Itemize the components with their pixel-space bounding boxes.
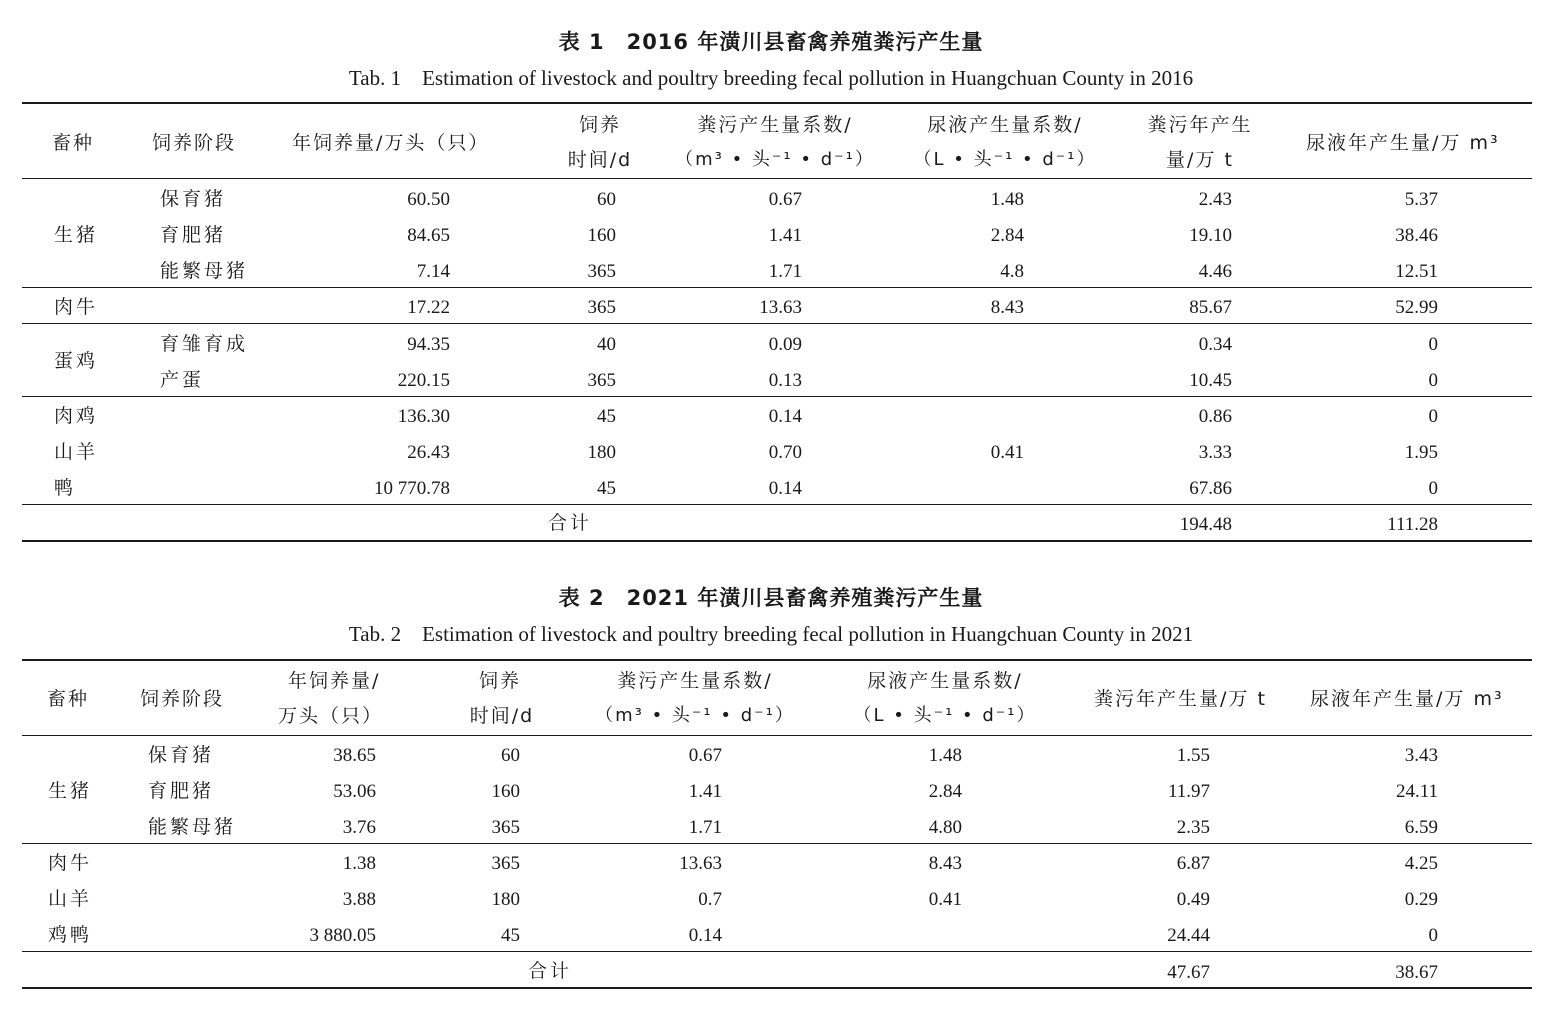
table1-row2-feces-coef: 1.41 — [768, 225, 802, 246]
table1-total-label: 合计 — [548, 512, 593, 534]
table1-row4-days: 365 — [587, 297, 616, 318]
table2-header-urine-coef-2: （L • 头⁻¹ • d⁻¹） — [853, 705, 1037, 726]
table1-row9-species: 鸭 — [54, 477, 77, 499]
table1-row6-feces-coef: 0.13 — [768, 370, 802, 391]
table2-header-urine-coef-1: 尿液产生量系数/ — [867, 670, 1023, 692]
table2-row4-urine-coef: 8.43 — [928, 853, 962, 874]
table2-header-days-1: 饲养 — [478, 670, 521, 692]
table2-header-feces-year: 粪污年产生量/万 t — [1094, 688, 1267, 710]
table1-row7-urine-year: 0 — [1428, 406, 1438, 427]
table2-row2-stage: 育肥猪 — [148, 780, 215, 802]
table2-row6-days: 45 — [501, 925, 520, 946]
table1-row4-amount: 17.22 — [407, 297, 450, 318]
table1-row8-urine-year: 1.95 — [1404, 442, 1438, 463]
table2-row6-species: 鸡鸭 — [48, 924, 93, 946]
table2-row5-species: 山羊 — [48, 888, 93, 910]
table1-row2-urine-coef: 2.84 — [990, 225, 1024, 246]
table2-row3-urine-year: 6.59 — [1404, 817, 1438, 838]
table1-row5-feces-year: 0.34 — [1198, 334, 1232, 355]
table1-row7-species: 肉鸡 — [54, 405, 99, 427]
table1-row8-species: 山羊 — [54, 441, 99, 463]
table2-row1-stage: 保育猪 — [148, 744, 215, 766]
table1-row2-urine-year: 38.46 — [1395, 225, 1438, 246]
table2-caption-en: Tab. 2 Estimation of livestock and poultry breeding fecal pollution in Huangchuan County in 2021 — [348, 622, 1194, 646]
table1-row9-amount: 10 770.78 — [374, 478, 450, 499]
table1-row8-days: 180 — [587, 442, 616, 463]
table1-row6-urine-year: 0 — [1428, 370, 1438, 391]
table2-header-amount-2: 万头（只） — [278, 705, 384, 727]
table1-row1-days: 60 — [597, 189, 616, 210]
table1-total-urine-year: 111.28 — [1387, 514, 1438, 535]
table2-row3-feces-year: 2.35 — [1176, 817, 1210, 838]
table1-row5-urine-year: 0 — [1428, 334, 1438, 355]
table1-row6-days: 365 — [587, 370, 616, 391]
table1-row3-stage: 能繁母猪 — [160, 260, 249, 282]
table1-row2-stage: 育肥猪 — [160, 224, 227, 246]
table1-row3-feces-year: 4.46 — [1198, 261, 1232, 282]
table1-caption-cn: 表 1 2016 年潢川县畜禽养殖粪污产生量 — [558, 30, 984, 54]
table2-row1-amount: 38.65 — [333, 745, 376, 766]
table1-row6-stage: 产蛋 — [160, 369, 205, 391]
table1-row4-species: 肉牛 — [54, 296, 99, 318]
table2-row2-feces-coef: 1.41 — [688, 781, 722, 802]
table2-row6-feces-coef: 0.14 — [688, 925, 722, 946]
table1-caption-en: Tab. 1 Estimation of livestock and poultry breeding fecal pollution in Huangchuan County in 2016 — [348, 66, 1194, 90]
table2-row4-feces-year: 6.87 — [1176, 853, 1210, 874]
table1-header-urine-year: 尿液年产生量/万 m³ — [1306, 132, 1500, 154]
table2-header-species: 畜种 — [47, 688, 90, 710]
table1-row3-feces-coef: 1.71 — [768, 261, 802, 282]
table2-header-amount-1: 年饲养量/ — [288, 670, 381, 692]
table2-header-days-2: 时间/d — [469, 705, 535, 727]
table1-header-stage: 饲养阶段 — [152, 132, 237, 154]
table1-header-species: 畜种 — [52, 132, 95, 154]
table1-row6-amount: 220.15 — [397, 370, 450, 391]
table2-caption-cn: 表 2 2021 年潢川县畜禽养殖粪污产生量 — [558, 586, 984, 610]
table2-row2-days: 160 — [491, 781, 520, 802]
table1-total-feces-year: 194.48 — [1179, 514, 1232, 535]
table1-total-rule — [22, 504, 1532, 505]
table2-header-rule — [22, 735, 1532, 736]
table1-header-days-1: 饲养 — [578, 114, 621, 136]
table1-header-feces-year-1: 粪污年产生 — [1147, 114, 1253, 136]
table2-row5-feces-year: 0.49 — [1176, 889, 1210, 910]
table1-header-urine-coef-2: （L • 头⁻¹ • d⁻¹） — [913, 149, 1097, 170]
table2-row4-species: 肉牛 — [48, 852, 93, 874]
table2-row3-amount: 3.76 — [342, 817, 376, 838]
table1-row5-stage: 育雏育成 — [160, 333, 249, 355]
table2-row1-urine-year: 3.43 — [1404, 745, 1438, 766]
table1-row4-urine-year: 52.99 — [1395, 297, 1438, 318]
table1-row8-feces-year: 3.33 — [1198, 442, 1232, 463]
table2-row5-amount: 3.88 — [342, 889, 376, 910]
table1-egg-hen-species: 蛋鸡 — [54, 350, 99, 372]
table1-row2-days: 160 — [587, 225, 616, 246]
table2-row3-days: 365 — [491, 817, 520, 838]
table1-row4-feces-coef: 13.63 — [759, 297, 802, 318]
table2-row3-stage: 能繁母猪 — [148, 816, 237, 838]
table1-row2-feces-year: 19.10 — [1189, 225, 1232, 246]
table1-group-rule-3 — [22, 396, 1532, 397]
table1-group-rule-2 — [22, 323, 1532, 324]
table2-row2-species: 生猪 — [48, 780, 93, 802]
table1-header-urine-coef-1: 尿液产生量系数/ — [927, 114, 1083, 136]
table1-row1-stage: 保育猪 — [160, 188, 227, 210]
table1-row5-feces-coef: 0.09 — [768, 334, 802, 355]
table1-row8-amount: 26.43 — [407, 442, 450, 463]
table2-row2-urine-coef: 2.84 — [928, 781, 962, 802]
table2-row4-days: 365 — [491, 853, 520, 874]
table1-row4-feces-year: 85.67 — [1189, 297, 1232, 318]
table2-row5-days: 180 — [491, 889, 520, 910]
table1-row7-days: 45 — [597, 406, 616, 427]
table1-row5-amount: 94.35 — [407, 334, 450, 355]
table2-header-feces-coef-2: （m³ • 头⁻¹ • d⁻¹） — [595, 705, 795, 726]
table2-row3-urine-coef: 4.80 — [928, 817, 962, 838]
table1-row8-urine-coef: 0.41 — [990, 442, 1024, 463]
table1-header-rule — [22, 178, 1532, 179]
table2-row5-feces-coef: 0.7 — [698, 889, 722, 910]
table2-row1-urine-coef: 1.48 — [928, 745, 962, 766]
table2-row2-feces-year: 11.97 — [1167, 781, 1210, 802]
table2-row1-feces-coef: 0.67 — [688, 745, 722, 766]
table1-row3-amount: 7.14 — [416, 261, 450, 282]
table1-row1-feces-year: 2.43 — [1198, 189, 1232, 210]
table1-row8-feces-coef: 0.70 — [768, 442, 802, 463]
table2-row5-urine-year: 0.29 — [1404, 889, 1438, 910]
table2-top-rule — [22, 659, 1532, 661]
table1-group-rule-1 — [22, 287, 1532, 288]
table1-row9-feces-year: 67.86 — [1189, 478, 1232, 499]
table1-row3-days: 365 — [587, 261, 616, 282]
table2-total-urine-year: 38.67 — [1395, 962, 1438, 983]
table2-row1-days: 60 — [501, 745, 520, 766]
table2-header-stage: 饲养阶段 — [140, 688, 225, 710]
table2-header-urine-year: 尿液年产生量/万 m³ — [1310, 688, 1504, 710]
table1-row7-feces-year: 0.86 — [1198, 406, 1232, 427]
table1-header-feces-coef-1: 粪污产生量系数/ — [697, 114, 853, 136]
table1-row3-urine-coef: 4.8 — [1000, 261, 1024, 282]
table1-row7-amount: 136.30 — [397, 406, 450, 427]
table2-total-label: 合计 — [528, 960, 573, 982]
table1-row1-urine-coef: 1.48 — [990, 189, 1024, 210]
table1-row2-species: 生猪 — [54, 224, 99, 246]
table2-group-rule-1 — [22, 843, 1532, 844]
table1-row4-urine-coef: 8.43 — [990, 297, 1024, 318]
table2-row3-feces-coef: 1.71 — [688, 817, 722, 838]
table2-row4-amount: 1.38 — [342, 853, 376, 874]
table1-header-feces-coef-2: （m³ • 头⁻¹ • d⁻¹） — [675, 149, 875, 170]
table2-row6-feces-year: 24.44 — [1167, 925, 1210, 946]
table2-row5-urine-coef: 0.41 — [928, 889, 962, 910]
table1-row9-urine-year: 0 — [1428, 478, 1438, 499]
table2-row2-amount: 53.06 — [333, 781, 376, 802]
table2-total-rule — [22, 951, 1532, 952]
table1-row7-feces-coef: 0.14 — [768, 406, 802, 427]
table1-row3-urine-year: 12.51 — [1395, 261, 1438, 282]
table1-header-amount: 年饲养量/万头（只） — [292, 132, 490, 154]
table1-header-days-2: 时间/d — [567, 149, 633, 171]
table1-row1-urine-year: 5.37 — [1404, 189, 1438, 210]
table2-row4-feces-coef: 13.63 — [679, 853, 722, 874]
table2-row1-feces-year: 1.55 — [1176, 745, 1210, 766]
table2-row6-amount: 3 880.05 — [309, 925, 376, 946]
table1-row9-days: 45 — [597, 478, 616, 499]
table1-row1-feces-coef: 0.67 — [768, 189, 802, 210]
table1-bottom-rule — [22, 540, 1532, 542]
table1-row9-feces-coef: 0.14 — [768, 478, 802, 499]
table2-row6-urine-year: 0 — [1428, 925, 1438, 946]
table1-row5-days: 40 — [597, 334, 616, 355]
table2-row4-urine-year: 4.25 — [1404, 853, 1438, 874]
table1-top-rule — [22, 102, 1532, 104]
table2-bottom-rule — [22, 987, 1532, 989]
table2-total-feces-year: 47.67 — [1167, 962, 1210, 983]
table1-row1-amount: 60.50 — [407, 189, 450, 210]
table1-row6-feces-year: 10.45 — [1189, 370, 1232, 391]
table2-header-feces-coef-1: 粪污产生量系数/ — [617, 670, 773, 692]
table2-row2-urine-year: 24.11 — [1395, 781, 1438, 802]
table1-row2-amount: 84.65 — [407, 225, 450, 246]
table1-header-feces-year-2: 量/万 t — [1166, 149, 1234, 171]
